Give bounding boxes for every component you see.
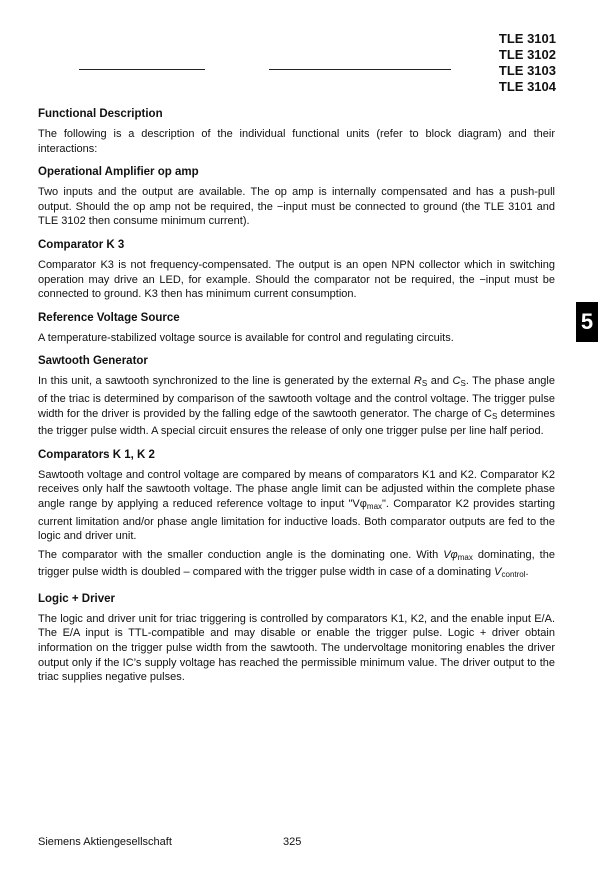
- section-text: A temperature-stabilized voltage source is available for control and regulating circuits.: [38, 331, 454, 344]
- main-content: [38, 107, 555, 694]
- header-rule-left: [79, 69, 205, 70]
- section-comparator-k3: [38, 238, 555, 302]
- part-number: TLE 3102: [498, 47, 556, 62]
- section-reference-voltage: [38, 311, 555, 346]
- section-text: The comparator with the smaller conduction angle is the dominating one. With $V\varphi_{max}$ dominating, the trigger pulse width is doubled – compared with the trigger pulse width in case of a dominating $V_{control}$.: [38, 548, 555, 580]
- part-number: TLE 3104: [498, 79, 556, 94]
- section-sawtooth: [38, 354, 555, 438]
- page-number: 325: [283, 836, 302, 848]
- section-heading: Operational Amplifier op amp: [38, 166, 199, 179]
- intro-section: [38, 107, 555, 156]
- section-heading: Sawtooth Generator: [38, 355, 148, 368]
- header-rule-right: [269, 69, 451, 70]
- section-text: In this unit, a sawtooth synchronized to the line is generated by the external $R_S$ and $C_S$. The phase angle of the triac is determined by comparison of the sawtooth voltage and the control voltage. The trigger pulse width for the driver is provided by the falling edge of the sawtooth generator. The charge of $C_S$ determines the trigger pulse width. A special circuit ensures the release of only one trigger pulse per line half period.: [38, 375, 555, 438]
- part-number: TLE 3101: [498, 31, 556, 46]
- chapter-tab: 5: [576, 302, 598, 342]
- section-heading: Comparator K 3: [38, 238, 125, 251]
- section-heading: Comparators K 1, K 2: [38, 448, 155, 461]
- page-title: Functional Description: [38, 108, 163, 120]
- intro-text: The following is a description of the individual functional units (refer to block diagram) and their interactions:: [38, 128, 555, 155]
- section-text: Comparator K3 is not frequency-compensated. The output is an open NPN collector which in switching operation may drive an LED, for example. Should the comparator not be required, the −input must be connected to ground. K3 then has minimum current consumption.: [38, 258, 555, 301]
- section-heading: Reference Voltage Source: [38, 311, 180, 324]
- section-text: Two inputs and the output are available. The op amp is internally compensated and has a push-pull output. Should the op amp not be required, the −input must be connected to ground (the TLE 3101 and TLE 3102 then consume minimum current).: [38, 186, 555, 228]
- section-comparators-k1-k2: [38, 448, 555, 583]
- part-number-list: [499, 31, 556, 95]
- section-logic-driver: [38, 592, 555, 685]
- part-number: TLE 3103: [498, 63, 556, 78]
- footer-company: Siemens Aktiengesellschaft: [38, 836, 172, 848]
- section-heading: Logic + Driver: [38, 592, 116, 605]
- section-text: The logic and driver unit for triac triggering is controlled by comparators K1, K2, and the enable input E/A. The E/A input is TTL-compatible and may disable or enable the trigger pulse. Logic + driver obtain information on the trigger pulse width from the sawtooth. The undervoltage monitoring enables the driver output only if the IC’s supply voltage has reached the permissible minimum value. The driver output to the triac supplies negative pulses.: [38, 612, 555, 684]
- section-text: Sawtooth voltage and control voltage are compared by means of comparators K1 and K2. Comparator K2 receives only half the sawtooth voltage. The phase angle limit can be adjusted within the complete phase angle range by applying a reduced reference voltage to input "$V\varphi_{max}$". Comparator K2 provides starting current limitation and/or phase angle limitation for inductive loads. Both comparator outputs are fed to the logic and driver unit.: [38, 468, 555, 543]
- section-opamp: [38, 165, 555, 229]
